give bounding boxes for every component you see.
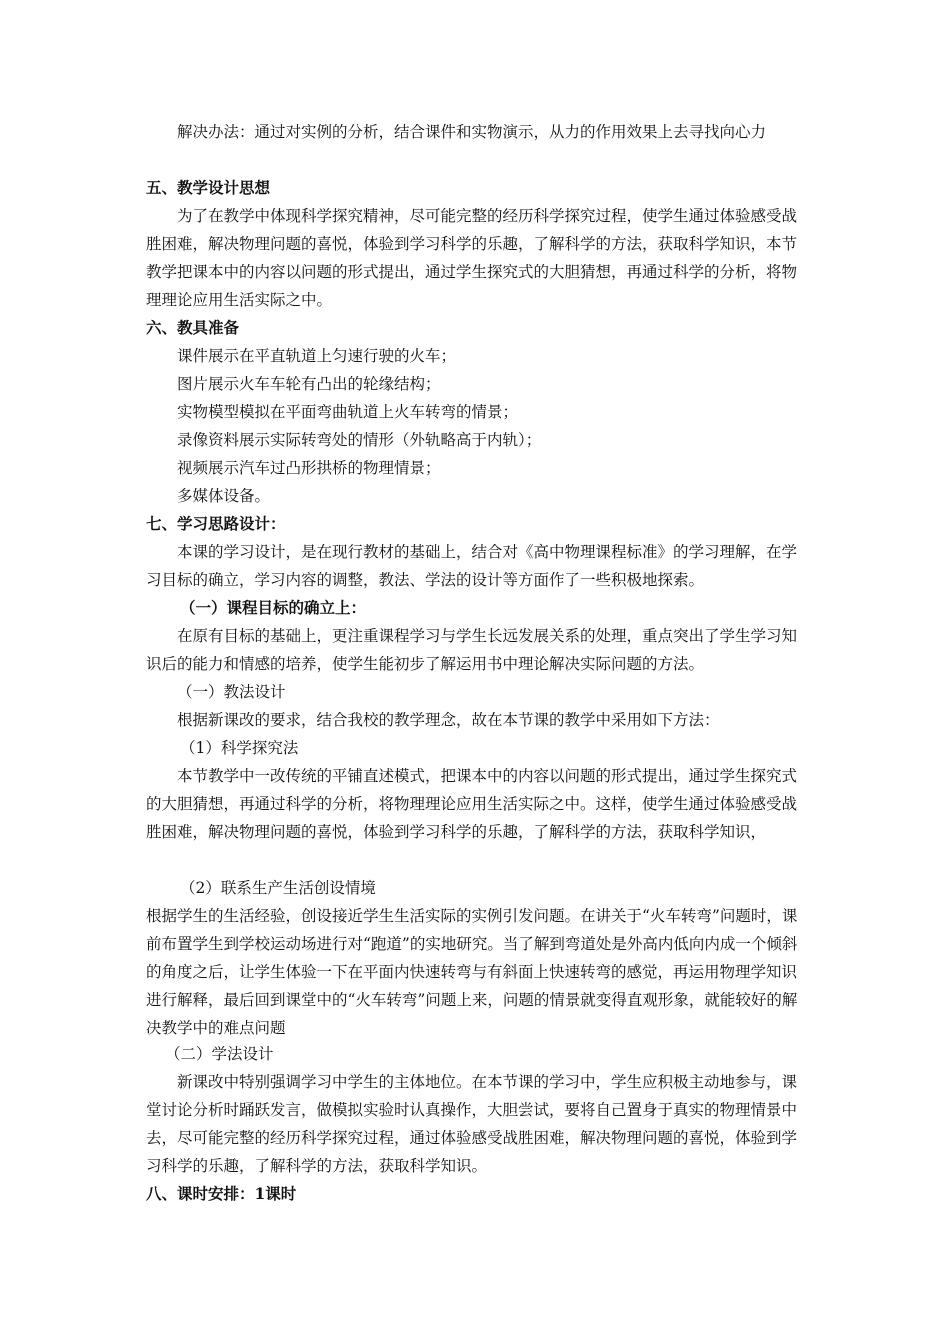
- section-6-heading: 六、教具准备: [146, 318, 240, 337]
- tool-item: 实物模型模拟在平面弯曲轨道上火车转弯的情景；: [177, 403, 519, 421]
- study-paragraph: 本课的学习设计，是在现行教材的基础上，结合对《高中物理课程标准》的学习理解，在学习目标的确立，学习内容的调整，教法、学法的设计等方面作了一些积极地探索。: [146, 543, 798, 589]
- solution-paragraph: 解决办法：通过对实例的分析，结合课件和实物演示，从力的作用效果上去寻找向心力: [177, 123, 767, 141]
- learning-method-paragraph: 新课改中特别强调学习中学生的主体地位。在本节课的学习中，学生应积极主动地参与，课堂讨论分析时踊跃发言，做模拟实验时认真操作，大胆尝试，要将自己置身于真实的物理情景中去，尽可能完整的经历科学探究过程，通过体验感受战胜困难，解决物理问题的喜悦，体验到学习科学的乐趣，了解科学的方法，获取科学知识。: [146, 1073, 798, 1175]
- design-paragraph: 为了在教学中体现科学探究精神，尽可能完整的经历科学探究过程，使学生通过体验感受战胜困难，解决物理问题的喜悦，体验到学习科学的乐趣，了解科学的方法，获取科学知识，本节教学把课本中的内容以问题的形式提出，通过学生探究式的大胆猜想，再通过科学的分析，将物理理论应用生活实际之中。: [146, 207, 798, 309]
- method-2-paragraph: 根据学生的生活经验，创设接近学生生活实际的实例引发问题。在讲关于“火车转弯”问题时，课前布置学生到学校运动场进行对“跑道”的实地研究。当了解到弯道处是外高内低向内成一个倾斜的角度之后，让学生体验一下在平面内快速转弯与有斜面上快速转弯的感觉，再运用物理学知识进行解释，最后回到课堂中的“火车转弯”问题上来，问题的情景就变得直观形象，就能较好的解决教学中的难点问题: [146, 907, 798, 1037]
- teaching-method-paragraph: 根据新课改的要求，结合我校的教学理念，故在本节课的教学中采用如下方法：: [177, 711, 720, 729]
- tool-item: 课件展示在平直轨道上匀速行驶的火车；: [177, 347, 457, 365]
- tool-item: 视频展示汽车过凸形拱桥的物理情景；: [177, 459, 441, 477]
- goal-paragraph: 在原有目标的基础上，更注重课程学习与学生长远发展关系的处理，重点突出了学生学习知识后的能力和情感的培养，使学生能初步了解运用书中理论解决实际问题的方法。: [146, 627, 798, 673]
- teaching-method-heading: （一）教法设计: [177, 683, 286, 701]
- tool-item: 多媒体设备。: [177, 487, 271, 505]
- tool-item: 录像资料展示实际转弯处的情形（外轨略高于内轨）；: [177, 431, 542, 449]
- tool-item: 图片展示火车车轮有凸出的轮缘结构；: [177, 375, 441, 393]
- learning-method-heading: （二）学法设计: [165, 1045, 274, 1063]
- method-1-heading: （1）科学探究法: [180, 739, 299, 757]
- section-8-heading: 八、课时安排：1课时: [146, 1184, 297, 1203]
- method-1-paragraph: 本节教学中一改传统的平铺直述模式，把课本中的内容以问题的形式提出，通过学生探究式的大胆猜想，再通过科学的分析，将物理理论应用生活实际之中。这样，使学生通过体验感受战胜困难，解决物理问题的喜悦，体验到学习科学的乐趣，了解科学的方法，获取科学知识，: [146, 767, 798, 841]
- section-5-heading: 五、教学设计思想: [146, 178, 271, 197]
- method-2-heading: （2）联系生产生活创设情境: [180, 879, 376, 897]
- goal-heading: （一）课程目标的确立上：: [180, 598, 367, 617]
- section-7-heading: 七、学习思路设计：: [146, 514, 286, 533]
